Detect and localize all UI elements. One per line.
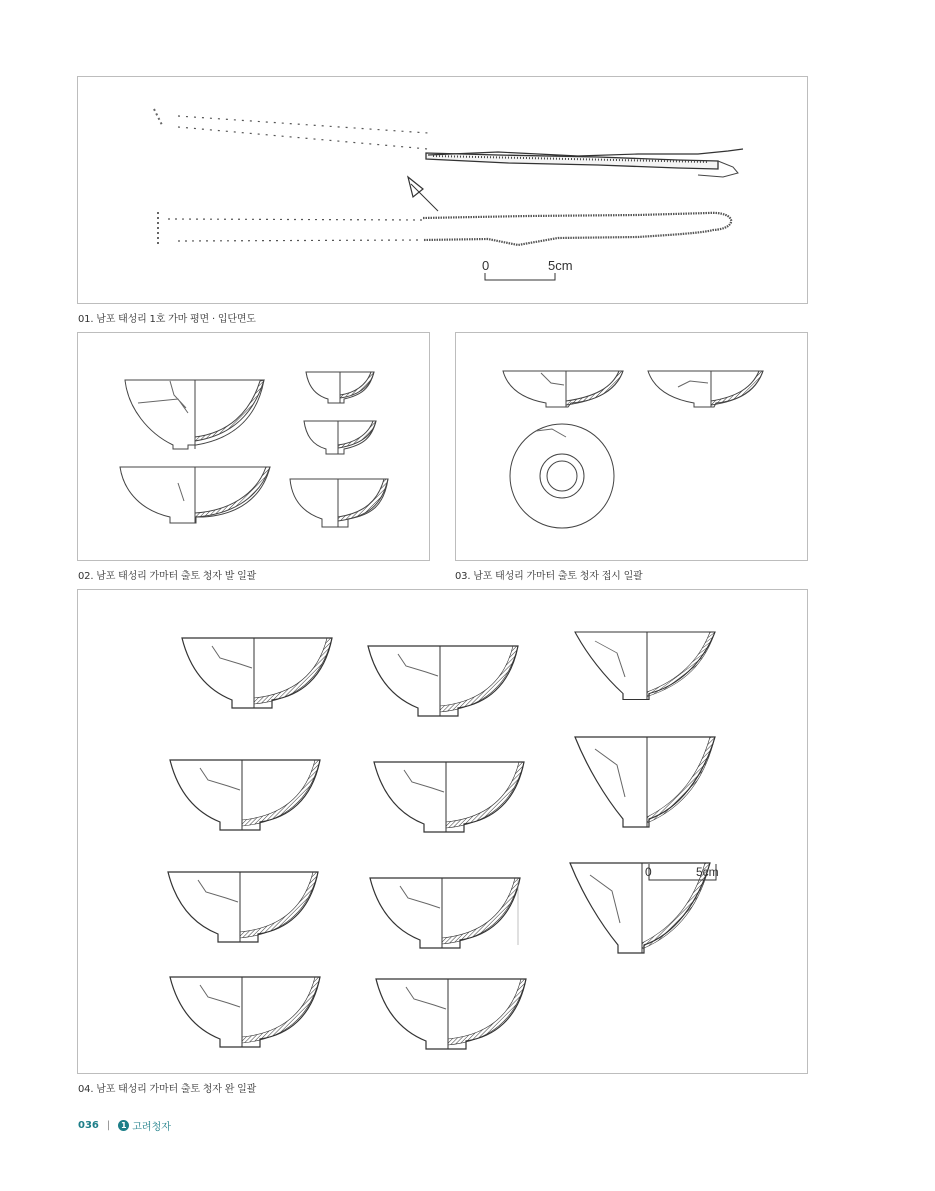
page-footer bbox=[78, 1118, 171, 1133]
bowl-drawings bbox=[78, 333, 430, 561]
figure-01-panel bbox=[77, 76, 808, 304]
figure-03-panel bbox=[455, 332, 808, 561]
page-number: 036 bbox=[78, 1120, 99, 1131]
figure-02-panel bbox=[77, 332, 430, 561]
figure-04-scale-label: 5cm bbox=[696, 865, 719, 879]
cup-drawings bbox=[78, 590, 808, 1074]
dish-drawings bbox=[456, 333, 808, 561]
footer-separator: | bbox=[106, 1120, 111, 1131]
figure-02-caption: 02. 남포 태성리 가마터 출토 청자 발 일괄 bbox=[78, 571, 257, 582]
figure-01-scale-zero: 0 bbox=[482, 258, 490, 273]
chapter-number-badge: 1 bbox=[118, 1120, 129, 1131]
figure-01-scale-label: 5cm bbox=[548, 258, 573, 273]
figure-04-panel bbox=[77, 589, 808, 1074]
figure-04-scale-zero: 0 bbox=[645, 865, 652, 879]
chapter-title: 고려청자 bbox=[132, 1122, 171, 1133]
kiln-plan-drawing bbox=[78, 77, 808, 304]
figure-04-caption: 04. 남포 태성리 가마터 출토 청자 완 일괄 bbox=[78, 1084, 257, 1095]
figure-01-caption: 01. 남포 태성리 1호 가마 평면 · 입단면도 bbox=[78, 314, 256, 325]
figure-03-caption: 03. 남포 태성리 가마터 출토 청자 접시 일괄 bbox=[455, 571, 643, 582]
